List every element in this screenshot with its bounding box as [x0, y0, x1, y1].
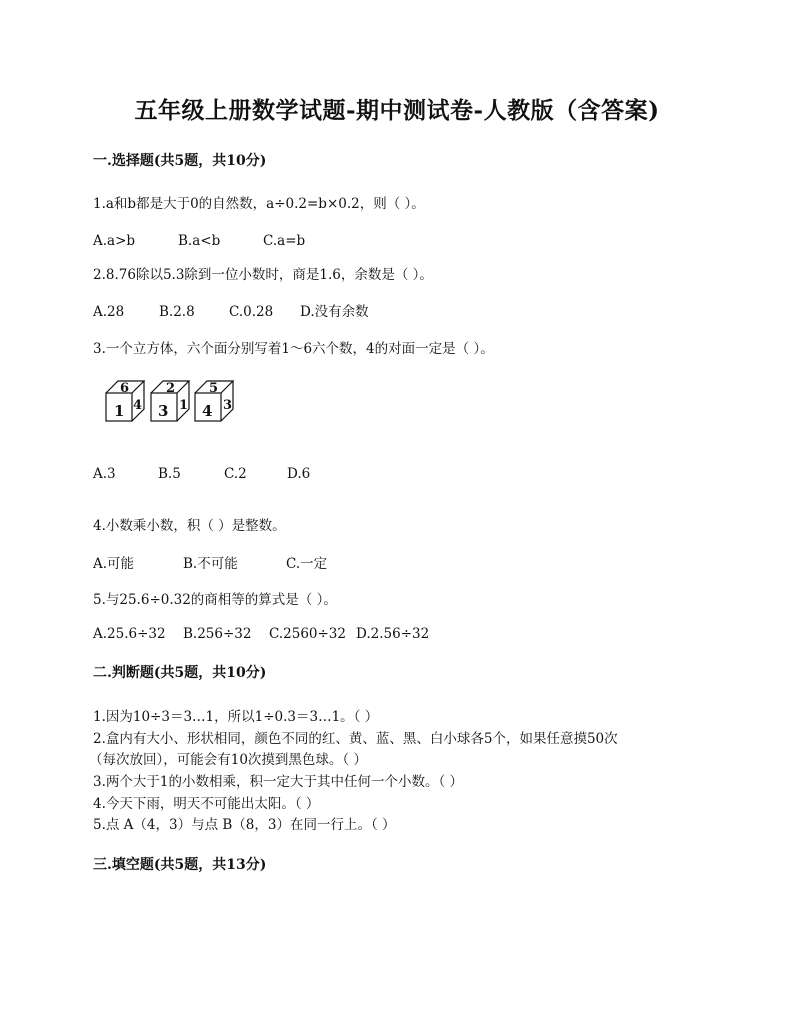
choice-question-1: 1.a和b都是大于0的自然数，a÷0.2=b×0.2，则（ ）。	[93, 196, 425, 212]
option-b: B.5	[158, 466, 181, 482]
judge-item-3: 3.两个大于1的小数相乘，积一定大于其中任何一个小数。（ ）	[93, 774, 464, 790]
page-title: 五年级上册数学试题-期中测试卷-人教版（含答案)	[134, 97, 660, 124]
choice-question-5: 5.与25.6÷0.32的商相等的算式是（ ）。	[93, 592, 337, 608]
option-c: C.2560÷32	[269, 626, 346, 642]
choice-options-1	[93, 230, 305, 249]
cube-2-top: 2	[166, 381, 176, 396]
choice-options-2	[93, 300, 369, 320]
cube-3-side: 3	[223, 398, 233, 413]
choice-question-2: 2.8.76除以5.3除到一位小数时，商是1.6，余数是（ ）。	[93, 267, 433, 283]
cubes-diagram	[104, 379, 244, 425]
choice-options-4	[93, 552, 327, 572]
choice-question-3: 3.一个立方体，六个面分别写着1～6六个数，4的对面一定是（ ）。	[93, 341, 494, 357]
option-c: C.a=b	[263, 233, 306, 249]
option-a: A.可能	[93, 556, 135, 572]
option-a: A.3	[93, 466, 116, 482]
cube-2-front: 3	[158, 402, 169, 420]
option-b: B.不可能	[183, 556, 238, 572]
option-d: D.没有余数	[300, 304, 369, 320]
section-heading-fill: 三.填空题(共5题，共13分)	[93, 857, 267, 873]
cube-1-front: 1	[114, 402, 125, 420]
choice-question-4: 4.小数乘小数，积（ ）是整数。	[93, 518, 286, 534]
judge-item-2: 2.盒内有大小、形状相同，颜色不同的红、黄、蓝、黑、白小球各5个，如果任意摸50次	[93, 731, 618, 747]
cube-1-side: 4	[133, 398, 143, 413]
option-a: A.a>b	[93, 233, 136, 249]
option-c: C.一定	[286, 556, 328, 572]
option-b: B.a<b	[178, 233, 221, 249]
cube-1-top: 6	[120, 381, 130, 396]
choice-options-5	[93, 623, 429, 642]
cube-3-front: 4	[202, 402, 213, 420]
section-heading-judge: 二.判断题(共5题，共10分)	[93, 665, 267, 681]
option-d: D.6	[287, 466, 311, 482]
option-c: C.2	[224, 466, 247, 482]
cube-3-top: 5	[209, 381, 219, 396]
option-a: A.28	[93, 304, 125, 320]
option-d: D.2.56÷32	[356, 626, 430, 642]
section-heading-choice: 一.选择题(共5题，共10分)	[93, 153, 267, 169]
option-a: A.25.6÷32	[93, 626, 166, 642]
option-b: B.2.8	[159, 304, 195, 320]
cube-2-side: 1	[179, 398, 189, 413]
judge-item-1: 1.因为10÷3＝3…1，所以1÷0.3＝3…1。（ ）	[93, 709, 379, 725]
judge-item-5: 5.点 A（4，3）与点 B（8，3）在同一行上。（ ）	[93, 817, 396, 833]
judge-item-2-cont: （每次放回），可能会有10次摸到黑色球。（ ）	[89, 752, 367, 768]
option-c: C.0.28	[229, 304, 274, 320]
choice-options-3	[93, 463, 310, 482]
option-b: B.256÷32	[183, 626, 252, 642]
cube-figure	[104, 379, 244, 429]
judge-item-4: 4.今天下雨，明天不可能出太阳。（ ）	[93, 796, 320, 812]
